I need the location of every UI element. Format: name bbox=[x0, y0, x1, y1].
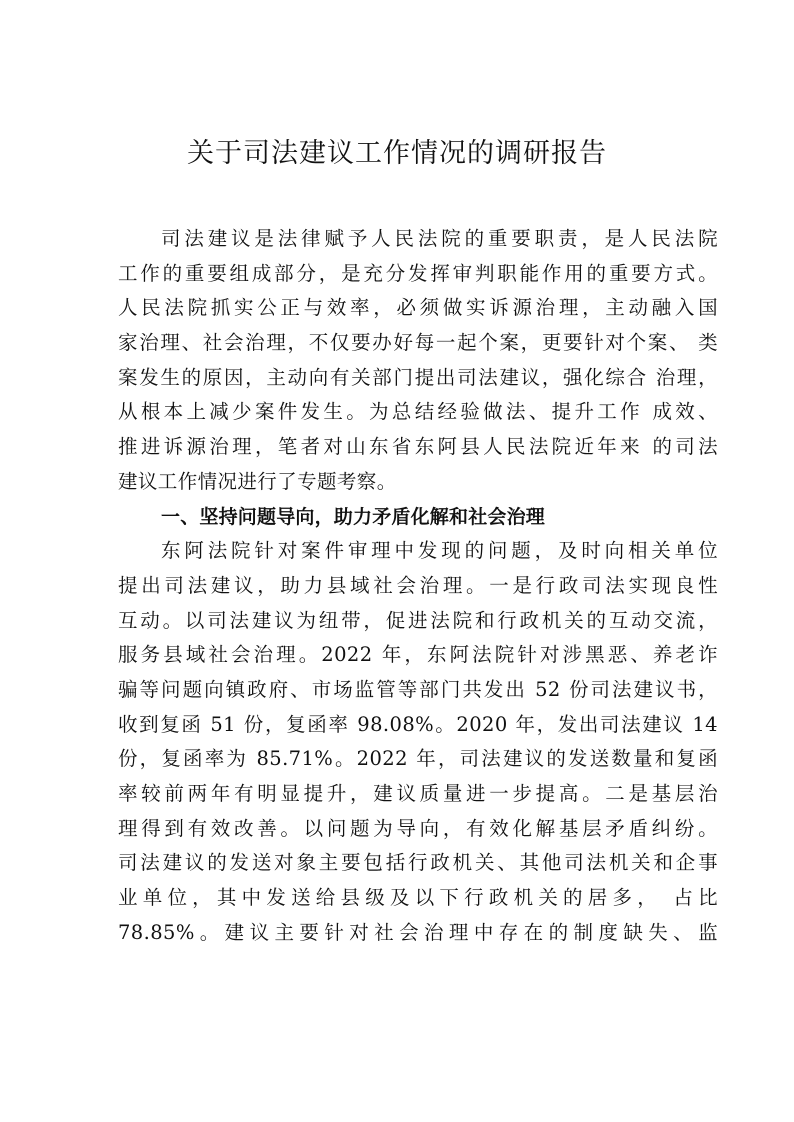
body-line: 人民法院抓实公正与效率，必须做实诉源治理，主动融入国 bbox=[118, 296, 718, 320]
body-line: 业单位，其中发送给县级及以下行政机关的居多， 占比 bbox=[118, 886, 718, 910]
body-line: 东阿法院针对案件审理中发现的问题，及时向相关单位 bbox=[161, 539, 718, 563]
body-line: 案发生的原因，主动向有关部门提出司法建议，强化综合 治理， bbox=[118, 365, 718, 389]
body-line: 78.85%。建议主要针对社会治理中存在的制度缺失、监 bbox=[118, 920, 718, 944]
body-line: 理得到有效改善。以问题为导向，有效化解基层矛盾纠纷。 bbox=[118, 816, 718, 840]
body-line: 收到复函 51 份，复函率 98.08%。2020 年，发出司法建议 14 bbox=[118, 712, 718, 736]
body-line: 司法建议是法律赋予人民法院的重要职责，是人民法院 bbox=[161, 227, 718, 250]
body-line: 份，复函率为 85.71%。2022 年，司法建议的发送数量和复函 bbox=[118, 747, 718, 771]
body-line: 家治理、社会治理，不仅要办好每一起个案，更要针对个案、 类 bbox=[118, 331, 718, 355]
body-line: 建议工作情况进行了专题考察。 bbox=[118, 469, 397, 493]
document-body bbox=[118, 222, 718, 950]
body-line: 提出司法建议，助力县域社会治理。一是行政司法实现良性 bbox=[118, 573, 718, 597]
body-line: 从根本上减少案件发生。为总结经验做法、提升工作 成效、 bbox=[118, 400, 718, 424]
body-line: 工作的重要组成部分，是充分发挥审判职能作用的重要方式。 bbox=[118, 261, 718, 285]
body-line: 司法建议的发送对象主要包括行政机关、其他司法机关和企事 bbox=[118, 851, 718, 875]
body-line: 互动。以司法建议为纽带，促进法院和行政机关的互动交流， bbox=[118, 608, 718, 632]
body-line: 服务县域社会治理。2022 年，东阿法院针对涉黑恶、养老诈 bbox=[118, 643, 718, 667]
document-title: 关于司法建议工作情况的调研报告 bbox=[187, 138, 607, 169]
body-line: 骗等问题向镇政府、市场监管等部门共发出 52 份司法建议书， bbox=[118, 677, 718, 701]
section-heading: 一、坚持问题导向，助力矛盾化解和社会治理 bbox=[161, 505, 546, 528]
body-line: 推进诉源治理，笔者对山东省东阿县人民法院近年来 的司法 bbox=[118, 435, 718, 459]
body-line: 率较前两年有明显提升，建议质量进一步提高。二是基层治 bbox=[118, 782, 718, 805]
